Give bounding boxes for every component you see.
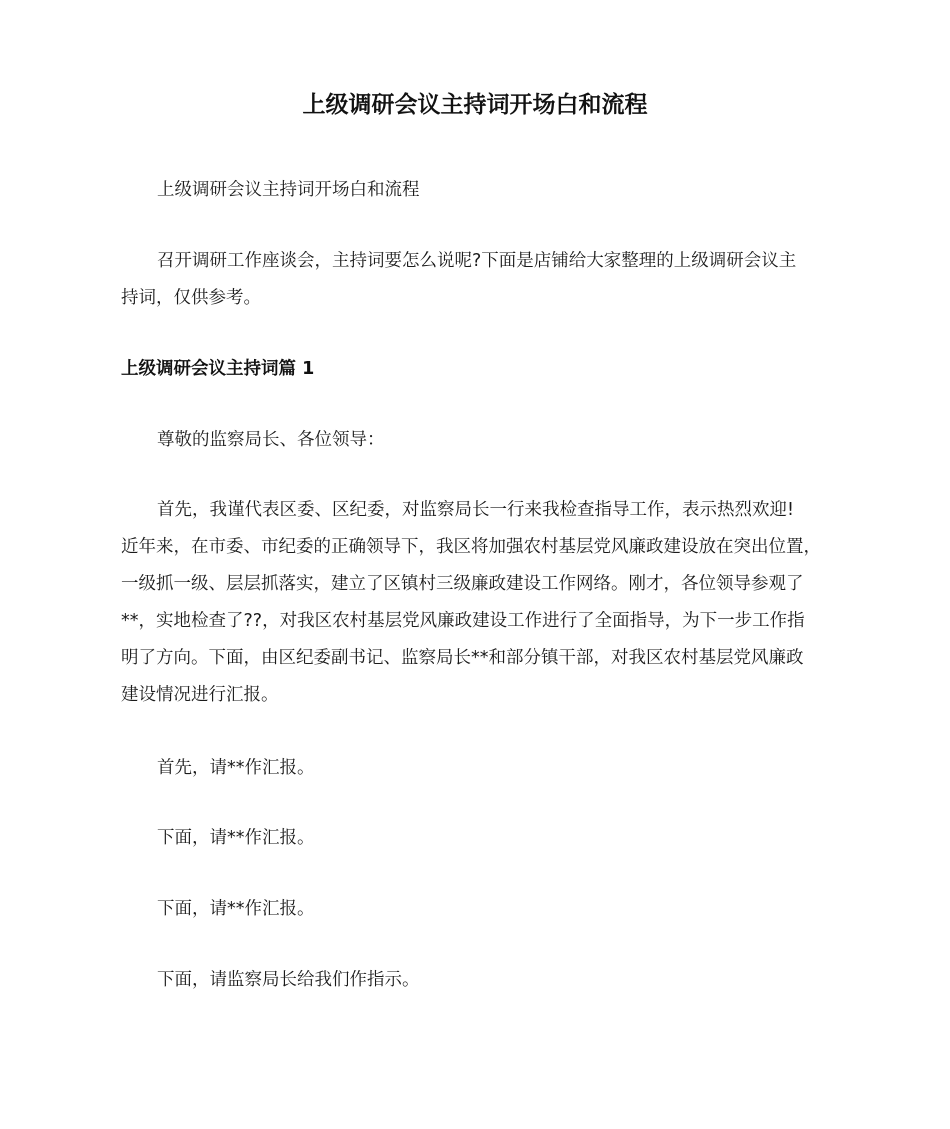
main-line: 明了方向。下面，由区纪委副书记、监察局长**和部分镇干部，对我区农村基层党风廉政 bbox=[121, 648, 804, 668]
main-paragraph bbox=[121, 492, 861, 714]
intro-line: 召开调研工作座谈会，主持词要怎么说呢?下面是店铺给大家整理的上级调研会议主 bbox=[157, 251, 797, 271]
step-paragraph: 下面，请**作汇报。 bbox=[157, 828, 315, 848]
main-line: **，实地检查了??，对我区农村基层党风廉政建设工作进行了全面指导，为下一步工作指 bbox=[121, 611, 805, 631]
main-line: 首先，我谨代表区委、区纪委，对监察局长一行来我检查指导工作，表示热烈欢迎! bbox=[157, 500, 795, 520]
section-heading: 上级调研会议主持词篇 1 bbox=[121, 359, 315, 379]
intro-paragraph bbox=[121, 243, 861, 317]
subtitle-paragraph: 上级调研会议主持词开场白和流程 bbox=[157, 180, 420, 200]
main-line: 建设情况进行汇报。 bbox=[121, 685, 279, 705]
step-paragraph: 下面，请**作汇报。 bbox=[157, 899, 315, 919]
intro-line: 持词，仅供参考。 bbox=[121, 288, 261, 308]
step-paragraph: 首先，请**作汇报。 bbox=[157, 758, 315, 778]
main-line: 一级抓一级、层层抓落实，建立了区镇村三级廉政建设工作网络。刚才，各位领导参观了 bbox=[121, 574, 804, 594]
greeting-paragraph: 尊敬的监察局长、各位领导： bbox=[157, 430, 385, 450]
step-paragraph: 下面，请监察局长给我们作指示。 bbox=[157, 970, 420, 990]
document-title: 上级调研会议主持词开场白和流程 bbox=[302, 92, 648, 118]
main-line: 近年来，在市委、市纪委的正确领导下，我区将加强农村基层党风廉政建设放在突出位置， bbox=[121, 537, 821, 557]
